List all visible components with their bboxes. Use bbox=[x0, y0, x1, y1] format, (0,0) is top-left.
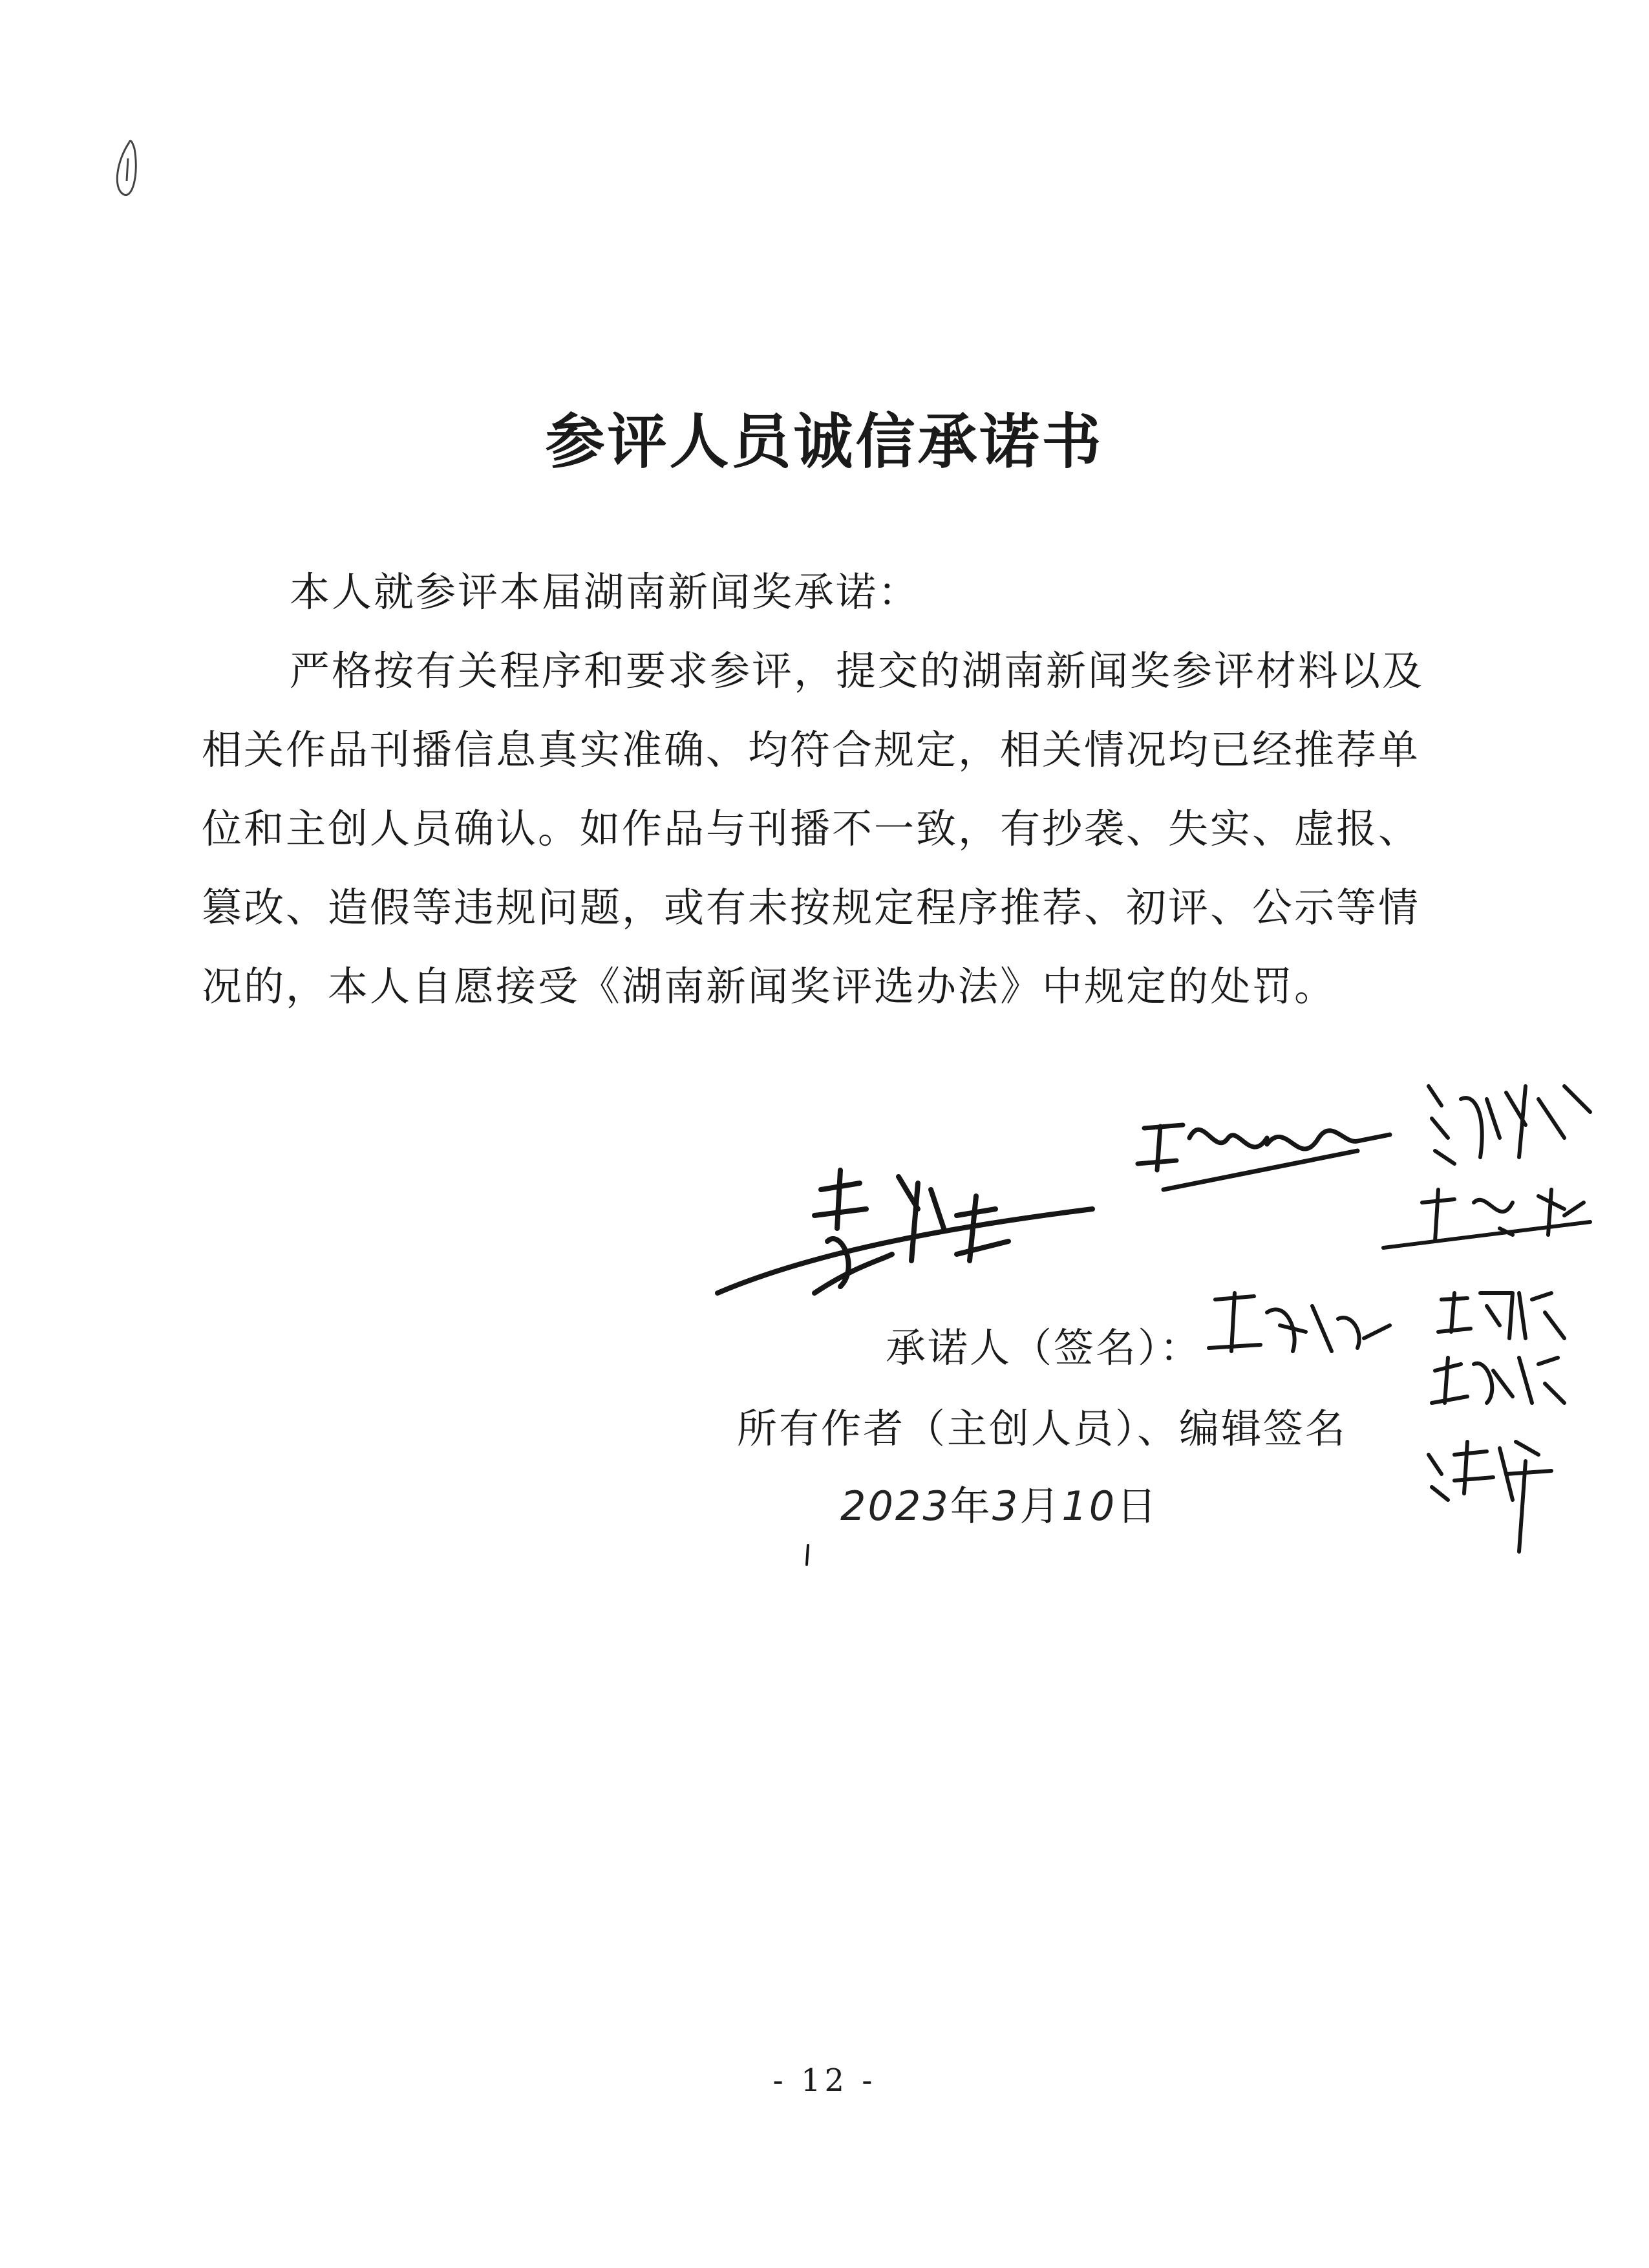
signature-8 bbox=[1429, 1442, 1551, 1552]
signature-1 bbox=[1138, 1125, 1390, 1190]
pledge-intro: 本人就参评本届湖南新闻奖承诺： bbox=[290, 568, 920, 615]
signature-4 bbox=[1383, 1190, 1590, 1248]
date-year-label: 年 bbox=[950, 1482, 992, 1530]
date-year: 2023 bbox=[840, 1482, 950, 1530]
signature-2 bbox=[1429, 1086, 1590, 1164]
date-day: 10 bbox=[1061, 1482, 1117, 1530]
date-month-label: 月 bbox=[1019, 1482, 1062, 1530]
date-pen-mark bbox=[807, 1545, 808, 1565]
signature-3 bbox=[718, 1170, 1092, 1293]
pledger-signature-label: 承诺人（签名）： bbox=[886, 1324, 1202, 1371]
pledge-paragraph: 严格按有关程序和要求参评，提交的湖南新闻奖参评材料以及相关作品刊播信息真实准确、均符合规定，相关情况均已经推荐单位和主创人员确认。如作品与刊播不一致，有抄袭、失实、虚报、篡改、造假等违规问题，或有未按规定程序推荐、初评、公示等情况的，本人自愿接受《湖南新闻奖评选办法》中规定的处罚。 bbox=[202, 647, 1425, 1010]
page-title: 参评人员诚信承诺书 bbox=[545, 407, 1104, 476]
signature-5 bbox=[1209, 1293, 1390, 1351]
signing-date bbox=[840, 1474, 1158, 1532]
date-month: 3 bbox=[992, 1482, 1020, 1530]
signature-6 bbox=[1438, 1293, 1564, 1338]
signature-7 bbox=[1432, 1358, 1564, 1403]
authors-signature-label: 所有作者（主创人员）、编辑签名 bbox=[737, 1405, 1348, 1452]
date-day-label: 日 bbox=[1116, 1482, 1159, 1530]
page-number: - 12 - bbox=[772, 2062, 877, 2099]
